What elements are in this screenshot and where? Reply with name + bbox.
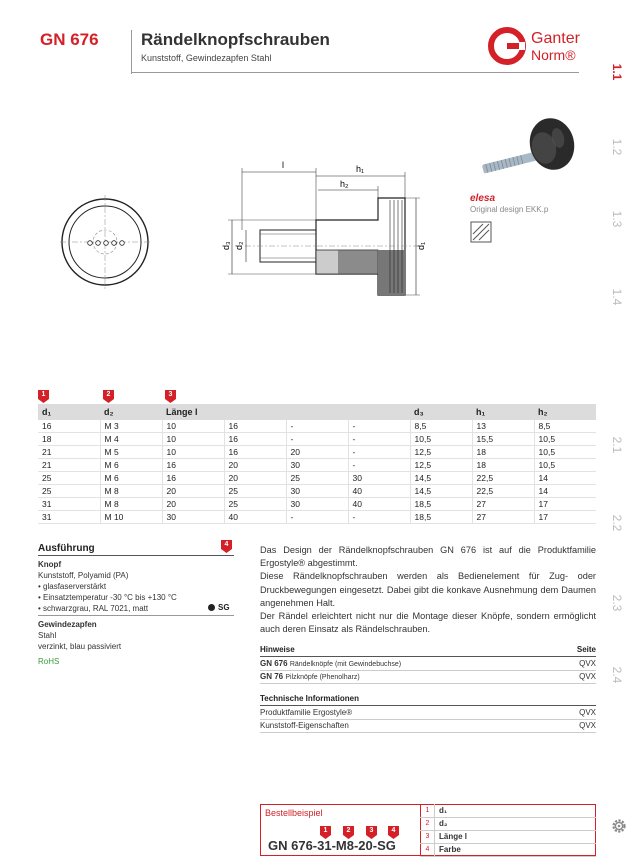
table-cell: 10 bbox=[162, 433, 224, 446]
rohs-badge: RoHS bbox=[38, 657, 60, 666]
table-cell: - bbox=[348, 446, 410, 459]
header-rule bbox=[131, 72, 579, 73]
knopf-line: Kunststoff, Polyamid (PA) bbox=[38, 571, 129, 580]
dimensions-table bbox=[38, 404, 596, 524]
table-row bbox=[38, 498, 596, 511]
table-cell: 14 bbox=[534, 472, 596, 485]
table-cell: 20 bbox=[162, 485, 224, 498]
side-tab-1-1[interactable]: 1.1 bbox=[610, 63, 624, 81]
order-marker-3-icon: 3 bbox=[366, 826, 377, 839]
material-hatch-icon bbox=[470, 221, 492, 243]
page-subtitle: Kunststoff, Gewindezapfen Stahl bbox=[141, 53, 272, 63]
table-cell: 14 bbox=[534, 485, 596, 498]
table-cell: 30 bbox=[348, 472, 410, 485]
tech-page: QVX bbox=[579, 721, 596, 730]
table-row bbox=[38, 472, 596, 485]
side-tab-1-4[interactable]: 1.4 bbox=[610, 288, 624, 306]
table-row bbox=[38, 446, 596, 459]
side-tab-2-2[interactable]: 2.2 bbox=[610, 514, 624, 532]
ref-code: GN 76 bbox=[260, 672, 284, 681]
table-cell: - bbox=[348, 459, 410, 472]
knopf-line: • schwarzgrau, RAL 7021, matt bbox=[38, 604, 234, 616]
table-header-row bbox=[38, 404, 596, 420]
product-photo bbox=[470, 110, 590, 190]
marker-3-icon: 3 bbox=[165, 390, 176, 403]
dim-label-d1: d₁ bbox=[416, 241, 426, 250]
tech-page: QVX bbox=[579, 708, 596, 717]
table-cell: 15,5 bbox=[472, 433, 534, 446]
table-cell: 10 bbox=[162, 420, 224, 433]
table-cell: 25 bbox=[224, 498, 286, 511]
technical-drawing bbox=[60, 150, 430, 310]
table-cell: 22,5 bbox=[472, 485, 534, 498]
table-cell: M 10 bbox=[100, 511, 162, 524]
table-cell: 16 bbox=[224, 420, 286, 433]
table-cell: 10 bbox=[162, 446, 224, 459]
table-cell: 14,5 bbox=[410, 472, 472, 485]
table-cell: 18,5 bbox=[410, 511, 472, 524]
table-cell: 40 bbox=[348, 498, 410, 511]
marker-2-icon: 2 bbox=[103, 390, 114, 403]
side-tab-1-2[interactable]: 1.2 bbox=[610, 138, 624, 156]
table-cell: 25 bbox=[38, 485, 100, 498]
legend-row: 3 Länge l bbox=[421, 830, 597, 843]
marker-4-icon: 4 bbox=[221, 540, 232, 553]
legend-row: 1 d₁ bbox=[421, 804, 597, 817]
table-cell: 30 bbox=[162, 511, 224, 524]
side-tab-2-4[interactable]: 2.4 bbox=[610, 666, 624, 684]
table-row bbox=[38, 420, 596, 433]
dim-label-h1: h₁ bbox=[356, 164, 365, 174]
dim-label-l: l bbox=[282, 160, 284, 170]
table-cell: 18 bbox=[38, 433, 100, 446]
table-cell: - bbox=[348, 511, 410, 524]
tech-text: Produktfamilie Ergostyle® bbox=[260, 708, 353, 717]
gear-icon[interactable] bbox=[610, 817, 628, 835]
ref-code: GN 676 bbox=[260, 659, 288, 668]
table-cell: 16 bbox=[162, 459, 224, 472]
ref-page: QVX bbox=[579, 659, 596, 668]
hinweise-header bbox=[260, 645, 596, 657]
tech-text: Kunststoff-Eigenschaften bbox=[260, 721, 349, 730]
brand-subname: Norm® bbox=[531, 47, 576, 63]
table-cell: 16 bbox=[224, 433, 286, 446]
table-cell: 16 bbox=[162, 472, 224, 485]
table-cell: 30 bbox=[286, 459, 348, 472]
table-cell: - bbox=[286, 511, 348, 524]
order-title: Bestellbeispiel bbox=[265, 808, 323, 818]
col-d3: d₃ bbox=[410, 404, 472, 420]
table-row bbox=[38, 485, 596, 498]
table-cell: M 6 bbox=[100, 459, 162, 472]
table-cell: 20 bbox=[286, 446, 348, 459]
col-length-3 bbox=[286, 404, 348, 420]
hinweise-title: Hinweise bbox=[260, 645, 295, 654]
table-cell: M 6 bbox=[100, 472, 162, 485]
table-row bbox=[38, 433, 596, 446]
legend-row: 2 d₂ bbox=[421, 817, 597, 830]
list-item[interactable] bbox=[260, 659, 596, 671]
table-cell: - bbox=[348, 433, 410, 446]
table-cell: 10,5 bbox=[534, 459, 596, 472]
table-cell: 27 bbox=[472, 498, 534, 511]
order-legend bbox=[420, 804, 596, 857]
table-cell: - bbox=[348, 420, 410, 433]
table-cell: 10,5 bbox=[534, 433, 596, 446]
dim-label-d2: d₂ bbox=[234, 241, 244, 250]
technik-header bbox=[260, 694, 596, 706]
table-cell: 20 bbox=[224, 459, 286, 472]
table-row bbox=[38, 511, 596, 524]
table-row bbox=[38, 459, 596, 472]
knopf-line: • glasfaserverstärkt bbox=[38, 582, 107, 591]
elesa-design-note: Original design EKK.p bbox=[470, 205, 549, 214]
technik-title: Technische Informationen bbox=[260, 694, 359, 703]
table-cell: 25 bbox=[38, 472, 100, 485]
table-cell: 30 bbox=[286, 498, 348, 511]
ref-page: QVX bbox=[579, 672, 596, 681]
table-cell: 30 bbox=[286, 485, 348, 498]
list-item[interactable] bbox=[260, 721, 596, 733]
table-cell: 14,5 bbox=[410, 485, 472, 498]
table-cell: 8,5 bbox=[534, 420, 596, 433]
table-cell: 20 bbox=[224, 472, 286, 485]
table-cell: 40 bbox=[224, 511, 286, 524]
table-cell: M 8 bbox=[100, 485, 162, 498]
table-cell: M 8 bbox=[100, 498, 162, 511]
col-length-2 bbox=[224, 404, 286, 420]
color-swatch-icon bbox=[208, 604, 215, 611]
list-item[interactable] bbox=[260, 672, 596, 684]
table-cell: 21 bbox=[38, 446, 100, 459]
side-tab-2-1[interactable]: 2.1 bbox=[610, 436, 624, 454]
col-d1: d₁ bbox=[38, 404, 100, 420]
table-cell: - bbox=[286, 420, 348, 433]
table-cell: 16 bbox=[38, 420, 100, 433]
table-cell: 17 bbox=[534, 511, 596, 524]
table-cell: 31 bbox=[38, 498, 100, 511]
side-view bbox=[228, 168, 420, 295]
table-cell: M 3 bbox=[100, 420, 162, 433]
table-cell: 17 bbox=[534, 498, 596, 511]
order-marker-2-icon: 2 bbox=[343, 826, 354, 839]
brand-name: Ganter bbox=[531, 30, 580, 47]
table-cell: 16 bbox=[224, 446, 286, 459]
ausfuehrung-rule bbox=[38, 555, 234, 556]
table-cell: 21 bbox=[38, 459, 100, 472]
order-code: GN 676-31-M8-20-SG bbox=[268, 838, 396, 853]
zapfen-title: Gewindezapfen bbox=[38, 620, 97, 629]
table-cell: 18 bbox=[472, 459, 534, 472]
table-cell: M 4 bbox=[100, 433, 162, 446]
dim-label-h2: h₂ bbox=[340, 179, 349, 189]
table-cell: 10,5 bbox=[410, 433, 472, 446]
table-cell: 22,5 bbox=[472, 472, 534, 485]
side-tab-1-3[interactable]: 1.3 bbox=[610, 210, 624, 228]
table-cell: 27 bbox=[472, 511, 534, 524]
table-cell: 12,5 bbox=[410, 446, 472, 459]
table-cell: - bbox=[286, 433, 348, 446]
col-length-4 bbox=[348, 404, 410, 420]
color-code: SG bbox=[218, 603, 230, 612]
elesa-logo: elesa bbox=[470, 193, 496, 204]
order-marker-1-icon: 1 bbox=[320, 826, 331, 839]
table-cell: M 5 bbox=[100, 446, 162, 459]
col-h2: h₂ bbox=[534, 404, 596, 420]
zapfen-line: Stahl bbox=[38, 631, 57, 640]
table-cell: 13 bbox=[472, 420, 534, 433]
col-d2: d₂ bbox=[100, 404, 162, 420]
ref-text: Rändelknöpfe (mit Gewindebuchse) bbox=[289, 661, 402, 668]
list-item[interactable] bbox=[260, 708, 596, 720]
table-cell: 18,5 bbox=[410, 498, 472, 511]
legend-row: 4 Farbe bbox=[421, 843, 597, 856]
hinweise-page-label: Seite bbox=[576, 645, 596, 654]
table-cell: 31 bbox=[38, 511, 100, 524]
table-cell: 12,5 bbox=[410, 459, 472, 472]
order-marker-4-icon: 4 bbox=[388, 826, 399, 839]
table-cell: 25 bbox=[224, 485, 286, 498]
table-cell: 10,5 bbox=[534, 446, 596, 459]
marker-1-icon: 1 bbox=[38, 390, 49, 403]
table-cell: 40 bbox=[348, 485, 410, 498]
page-title: Rändelknopfschrauben bbox=[141, 30, 330, 49]
knopf-title: Knopf bbox=[38, 560, 62, 569]
table-cell: 18 bbox=[472, 446, 534, 459]
table-cell: 25 bbox=[286, 472, 348, 485]
header-divider bbox=[131, 30, 132, 74]
dim-label-d3: d₃ bbox=[221, 241, 231, 250]
table-cell: 8,5 bbox=[410, 420, 472, 433]
ausfuehrung-title: Ausführung bbox=[38, 543, 95, 554]
col-length: Länge l bbox=[162, 404, 224, 420]
knopf-line: • Einsatztemperatur -30 °C bis +130 °C bbox=[38, 593, 177, 602]
product-code: GN 676 bbox=[40, 30, 99, 49]
table-cell: 20 bbox=[162, 498, 224, 511]
description-text: Das Design der Rändelknopfschrauben GN 676 ist auf die Produktfamilie Ergostyle® abgestimmt. Diese Rändelknopfschrauben werden als Bedienelement für Zug- oder Druckbewegungen eingesetzt. Dabei gibt die konkave Ausnehmung dem Daumen angenehmen Halt. Der Rändel erleichtert nicht nur die Montage dieser Knöpfe, sondern ermöglicht auch deren Einsatz als Rändelschrauben. bbox=[260, 545, 596, 635]
front-view bbox=[60, 195, 150, 290]
col-h1: h₁ bbox=[472, 404, 534, 420]
side-tab-2-3[interactable]: 2.3 bbox=[610, 594, 624, 612]
ref-text: Pilzknöpfe (Phenolharz) bbox=[285, 674, 360, 681]
zapfen-line: verzinkt, blau passiviert bbox=[38, 642, 122, 651]
